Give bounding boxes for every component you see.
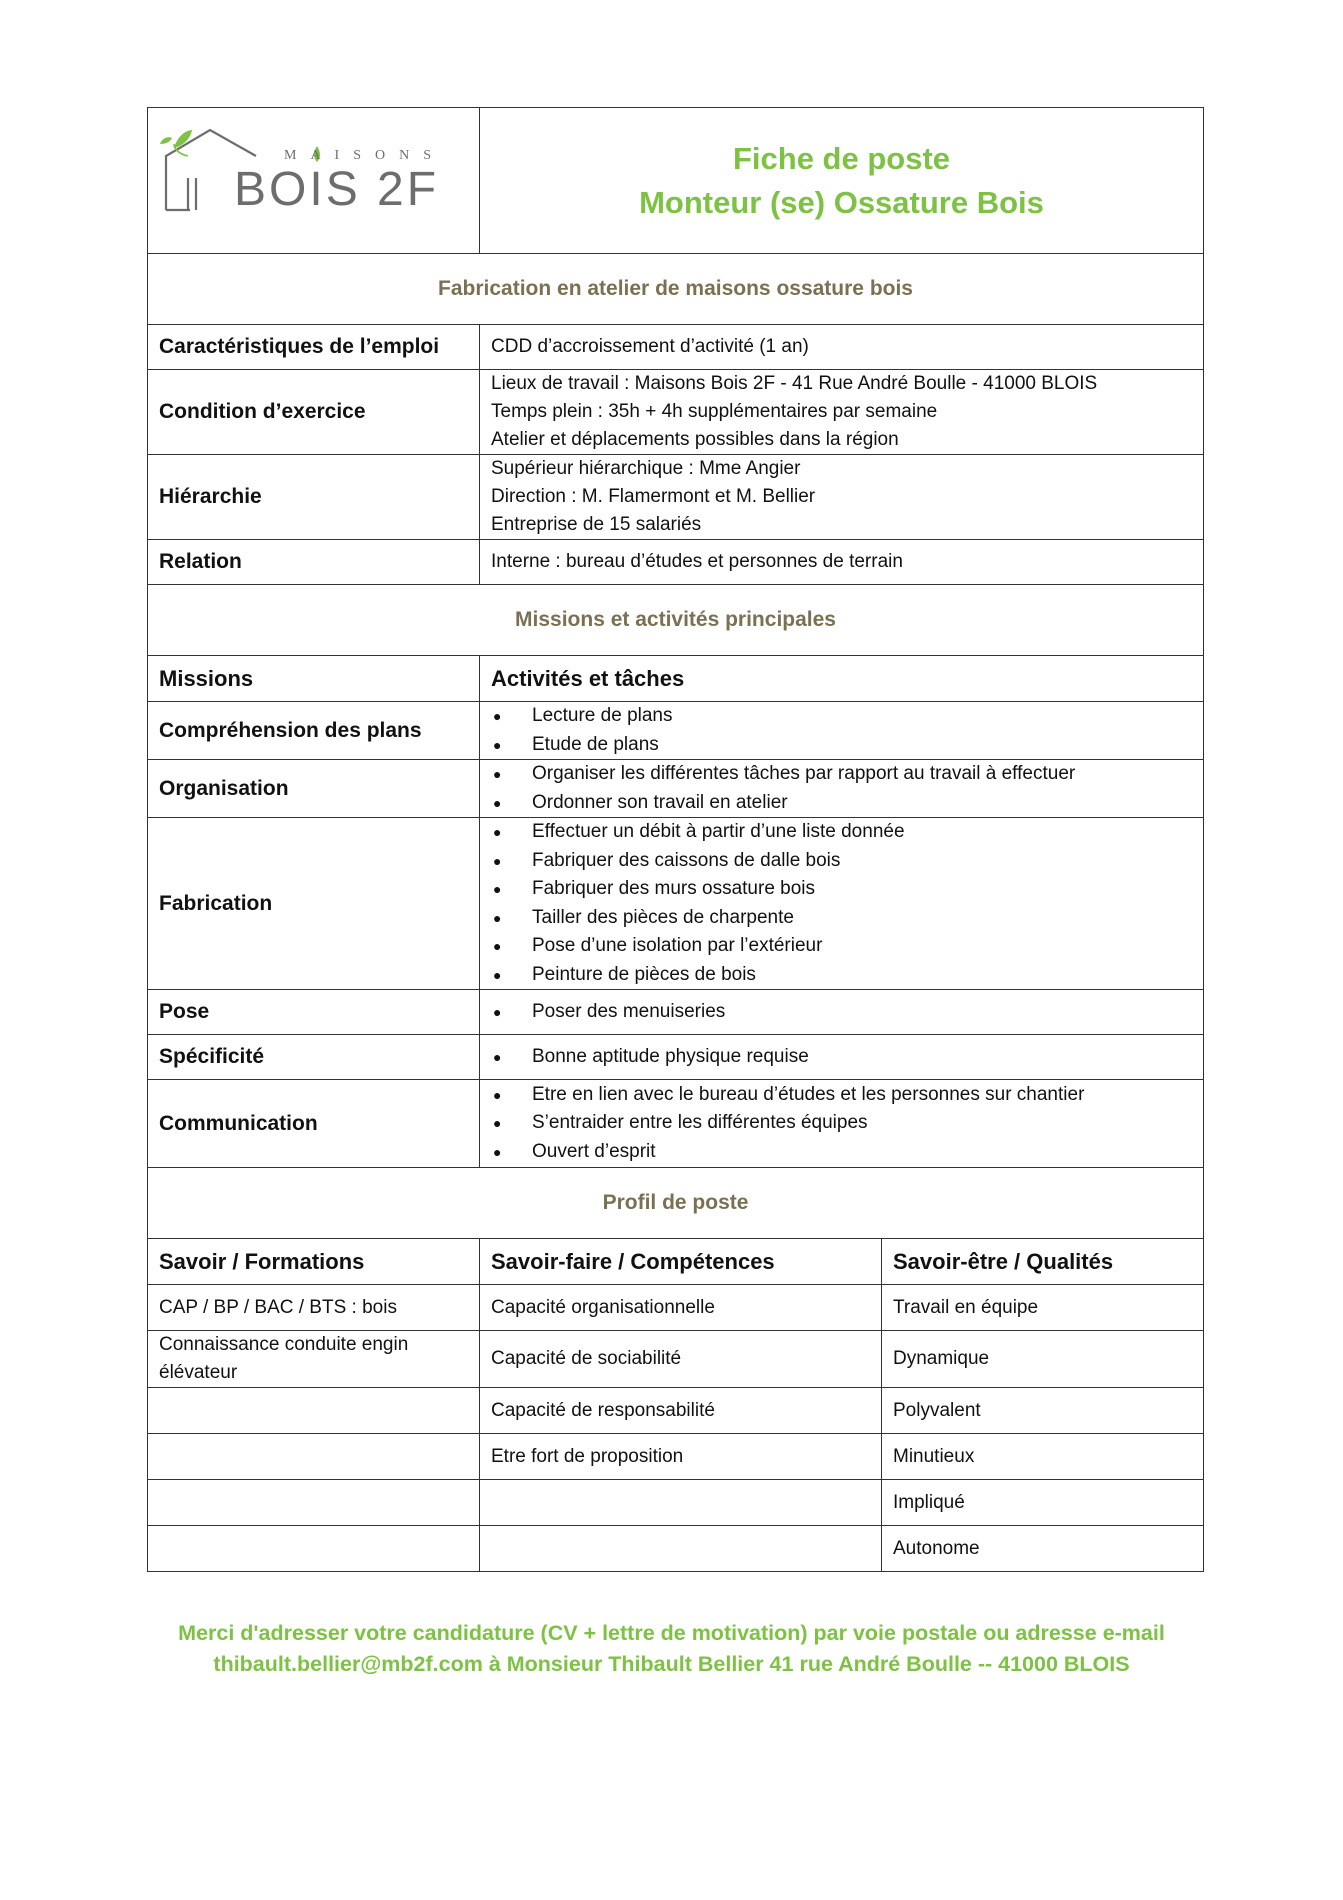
- activity-text: S’entraider entre les différentes équipes: [532, 1112, 868, 1134]
- profile-cell: [480, 1526, 882, 1572]
- job-row: [148, 370, 1204, 455]
- job-row-line: Temps plein : 35h + 4h supplémentaires par semaine: [491, 401, 938, 422]
- profile-cell: Dynamique: [882, 1331, 1204, 1388]
- section-missions-row: [148, 585, 1204, 656]
- page-subtitle: Monteur (se) Ossature Bois: [639, 184, 1044, 220]
- company-logo: [148, 108, 478, 253]
- mission-activities: [480, 1035, 1204, 1080]
- job-table: [147, 107, 1204, 1572]
- list-item: [491, 760, 1192, 789]
- job-row: [148, 455, 1204, 540]
- bullet-icon: ●: [493, 708, 502, 724]
- job-sheet: [147, 107, 1203, 1572]
- mission-activities: [480, 760, 1204, 818]
- activity-list: [491, 760, 1192, 817]
- section-title-profile: Profil de poste: [148, 1168, 1204, 1239]
- mission-label: Communication: [148, 1080, 480, 1168]
- logo-cell: [148, 108, 480, 254]
- activity-list: [491, 998, 1192, 1027]
- activity-text: Ouvert d’esprit: [532, 1140, 656, 1162]
- bullet-icon: ●: [493, 966, 502, 983]
- job-row-value: [480, 455, 1204, 540]
- footer-line-2: thibault.bellier@mb2f.com à Monsieur Thibault Bellier 41 rue André Boulle -- 41000 BLOIS: [213, 1652, 1130, 1676]
- list-item: [491, 789, 1192, 818]
- job-row: [148, 540, 1204, 585]
- mission-label: Pose: [148, 990, 480, 1035]
- mission-row: [148, 818, 1204, 990]
- list-item: [491, 818, 1192, 847]
- profile-header-row: [148, 1239, 1204, 1285]
- profile-cell: [148, 1434, 480, 1480]
- profile-col-header: Savoir-faire / Compétences: [480, 1239, 882, 1285]
- list-item: [491, 702, 1192, 731]
- activity-list: [491, 1081, 1192, 1167]
- profile-cell: Capacité de sociabilité: [480, 1331, 882, 1388]
- profile-cell: [148, 1526, 480, 1572]
- activity-text: Peinture de pièces de bois: [532, 963, 756, 985]
- profile-col-header: Savoir-être / Qualités: [882, 1239, 1204, 1285]
- bullet-icon: ●: [493, 852, 502, 869]
- job-row-line: Entreprise de 15 salariés: [491, 514, 702, 535]
- activity-text: Poser des menuiseries: [532, 1000, 726, 1022]
- list-item: [491, 904, 1192, 933]
- list-item: [491, 1043, 1192, 1072]
- bullet-icon: ●: [493, 736, 502, 753]
- bullet-icon: ●: [493, 1115, 502, 1132]
- profile-col-header: Savoir / Formations: [148, 1239, 480, 1285]
- table-row: [148, 1285, 1204, 1331]
- mission-row: [148, 760, 1204, 818]
- job-row-line: Lieux de travail : Maisons Bois 2F - 41 Rue André Boulle - 41000 BLOIS: [491, 373, 1098, 394]
- bullet-icon: ●: [493, 938, 502, 954]
- profile-cell: [148, 1480, 480, 1526]
- list-item: [491, 1138, 1192, 1167]
- mission-activities: [480, 990, 1204, 1035]
- application-footer: [0, 1618, 1343, 1680]
- list-item: [491, 932, 1192, 961]
- bullet-icon: ●: [493, 766, 502, 782]
- activity-text: Ordonner son travail en atelier: [532, 791, 788, 813]
- job-row-label: Hiérarchie: [148, 455, 480, 540]
- mission-activities: [480, 702, 1204, 760]
- section-profile-row: [148, 1168, 1204, 1239]
- section-title-fabrication: Fabrication en atelier de maisons ossature bois: [148, 254, 1204, 325]
- mission-row: [148, 1035, 1204, 1080]
- page-title: Fiche de poste: [732, 140, 951, 176]
- mission-activities: [480, 1080, 1204, 1168]
- missions-header-row: [148, 656, 1204, 702]
- job-row-label: Condition d’exercice: [148, 370, 480, 455]
- mission-label: Spécificité: [148, 1035, 480, 1080]
- job-row-value: [480, 540, 1204, 585]
- mission-row: [148, 702, 1204, 760]
- profile-cell: CAP / BP / BAC / BTS : bois: [148, 1285, 480, 1331]
- header-row: [148, 108, 1204, 254]
- mission-activities: [480, 818, 1204, 990]
- list-item: [491, 875, 1192, 904]
- table-row: [148, 1480, 1204, 1526]
- activities-col-header: Activités et tâches: [480, 656, 1204, 702]
- list-item: [491, 961, 1192, 990]
- bullet-icon: ●: [493, 909, 502, 926]
- activity-text: Etre en lien avec le bureau d’études et les personnes sur chantier: [532, 1083, 1085, 1105]
- job-row-line: Direction : M. Flamermont et M. Bellier: [491, 486, 816, 507]
- section-title-missions: Missions et activités principales: [148, 585, 1204, 656]
- table-row: [148, 1434, 1204, 1480]
- activity-text: Fabriquer des murs ossature bois: [532, 878, 816, 899]
- profile-cell: Etre fort de proposition: [480, 1434, 882, 1480]
- table-row: [148, 1388, 1204, 1434]
- profile-cell: Autonome: [882, 1526, 1204, 1572]
- profile-cell: Capacité organisationnelle: [480, 1285, 882, 1331]
- profile-cell: Impliqué: [882, 1480, 1204, 1526]
- activity-list: [491, 702, 1192, 759]
- logo-top-text: MAISONS: [284, 148, 446, 163]
- job-row: [148, 325, 1204, 370]
- job-row-line: Atelier et déplacements possibles dans la région: [491, 429, 899, 450]
- bullet-icon: ●: [493, 1003, 502, 1020]
- logo-main-text: BOIS 2F: [234, 163, 440, 216]
- job-row-label: Relation: [148, 540, 480, 585]
- footer-line-1: Merci d'adresser votre candidature (CV + lettre de motivation) par voie postale ou adresse e-mail: [178, 1621, 1165, 1645]
- activity-text: Etude de plans: [532, 733, 659, 755]
- bullet-icon: ●: [493, 1048, 502, 1065]
- bullet-icon: ●: [493, 1143, 502, 1160]
- activity-list: [491, 1043, 1192, 1072]
- job-row-line: Interne : bureau d’études et personnes de terrain: [491, 551, 903, 572]
- mission-label: Fabrication: [148, 818, 480, 990]
- activity-text: Organiser les différentes tâches par rapport au travail à effectuer: [532, 763, 1076, 784]
- table-row: [148, 1331, 1204, 1388]
- activity-text: Effectuer un débit à partir d’une liste donnée: [532, 821, 905, 842]
- activity-text: Pose d’une isolation par l’extérieur: [532, 935, 823, 956]
- activity-text: Tailler des pièces de charpente: [532, 906, 794, 928]
- list-item: [491, 731, 1192, 760]
- bullet-icon: ●: [493, 1086, 502, 1103]
- mission-label: Compréhension des plans: [148, 702, 480, 760]
- job-row-value: [480, 325, 1204, 370]
- title-cell: [480, 108, 1204, 254]
- activity-text: Fabriquer des caissons de dalle bois: [532, 849, 841, 871]
- job-row-label: Caractéristiques de l’emploi: [148, 325, 480, 370]
- list-item: [491, 1109, 1192, 1138]
- profile-cell: Minutieux: [882, 1434, 1204, 1480]
- list-item: [491, 847, 1192, 876]
- list-item: [491, 998, 1192, 1027]
- profile-cell: Connaissance conduite engin élévateur: [148, 1331, 480, 1388]
- activity-text: Lecture de plans: [532, 705, 673, 726]
- job-row-line: Supérieur hiérarchique : Mme Angier: [491, 458, 801, 479]
- list-item: [491, 1081, 1192, 1110]
- table-row: [148, 1526, 1204, 1572]
- mission-row: [148, 990, 1204, 1035]
- profile-cell: [480, 1480, 882, 1526]
- bullet-icon: ●: [493, 824, 502, 840]
- profile-cell: Capacité de responsabilité: [480, 1388, 882, 1434]
- job-row-value: [480, 370, 1204, 455]
- bullet-icon: ●: [493, 881, 502, 897]
- missions-col-header: Missions: [148, 656, 480, 702]
- bullet-icon: ●: [493, 794, 502, 811]
- profile-cell: Travail en équipe: [882, 1285, 1204, 1331]
- activity-text: Bonne aptitude physique requise: [532, 1045, 809, 1067]
- job-row-line: CDD d’accroissement d’activité (1 an): [491, 336, 809, 357]
- profile-cell: [148, 1388, 480, 1434]
- section-fabrication-row: [148, 254, 1204, 325]
- profile-cell: Polyvalent: [882, 1388, 1204, 1434]
- mission-row: [148, 1080, 1204, 1168]
- mission-label: Organisation: [148, 760, 480, 818]
- activity-list: [491, 818, 1192, 989]
